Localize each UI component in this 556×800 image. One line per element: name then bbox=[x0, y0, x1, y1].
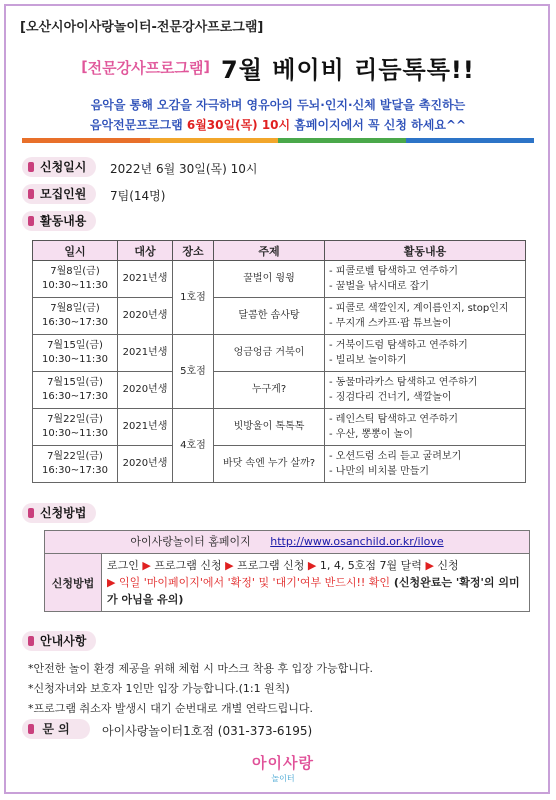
color-bar-orange bbox=[22, 138, 150, 143]
cell-date: 7월8일(금) bbox=[50, 266, 100, 277]
color-bar-green bbox=[278, 138, 406, 143]
headline bbox=[0, 50, 556, 85]
table-header-row bbox=[33, 241, 526, 261]
apply-confirm-black: (신청완료는 '확정'의 의미가 아님을 유의) bbox=[107, 576, 520, 606]
cell-time: 10:30~11:30 bbox=[41, 280, 108, 291]
activity-line: - 동물마라카스 탐색하고 연주하기 bbox=[329, 377, 478, 388]
th-topic: 주제 bbox=[214, 241, 325, 261]
cell-target: 2021년생 bbox=[118, 409, 173, 446]
apply-method-label: 신청방법 bbox=[45, 554, 102, 611]
table-row bbox=[33, 372, 526, 409]
cell-datetime bbox=[33, 409, 118, 446]
cell-activity bbox=[325, 298, 526, 335]
notice-item: *프로그램 취소자 발생시 대기 순번대로 개별 연락드립니다. bbox=[28, 702, 313, 715]
headline-bracket-close: ] bbox=[203, 59, 210, 76]
intro-line2-date: 6월30일(목) 10시 bbox=[186, 118, 291, 132]
activity-line: - 빌리보 놀이하기 bbox=[329, 355, 407, 366]
activity-line: - 무지개 스카프·팝 튜브놀이 bbox=[329, 318, 452, 329]
schedule-table bbox=[32, 240, 526, 483]
step-submit: 신청 bbox=[437, 559, 459, 572]
table-row bbox=[33, 298, 526, 335]
apply-site-row bbox=[45, 531, 529, 554]
cell-date: 7월15일(금) bbox=[47, 340, 103, 351]
activity-line: - 우산, 뽕뽕이 놀이 bbox=[329, 429, 413, 440]
cell-target: 2020년생 bbox=[118, 298, 173, 335]
apply-steps bbox=[107, 557, 524, 574]
cell-target: 2021년생 bbox=[118, 261, 173, 298]
cell-time: 10:30~11:30 bbox=[41, 428, 108, 439]
logo-sub: 놀이터 bbox=[271, 774, 295, 783]
logo bbox=[228, 752, 338, 786]
apply-box bbox=[44, 530, 530, 612]
cell-time: 16:30~17:30 bbox=[41, 391, 108, 402]
cell-topic: 누구게? bbox=[214, 372, 325, 409]
activity-line: - 피콜로벨 탐색하고 연주하기 bbox=[329, 266, 459, 277]
cell-target: 2020년생 bbox=[118, 372, 173, 409]
activity-line: - 징검다리 건너기, 색깔놀이 bbox=[329, 392, 452, 403]
notice-label: 안내사항 bbox=[22, 631, 96, 651]
th-date: 일시 bbox=[33, 241, 118, 261]
color-bar bbox=[22, 138, 534, 143]
arrow-right-icon: ▶ bbox=[142, 559, 151, 572]
cell-place: 5호점 bbox=[173, 335, 214, 409]
apply-site-label: 아이사랑놀이터 홈페이지 bbox=[130, 535, 251, 548]
cell-time: 16:30~17:30 bbox=[41, 317, 108, 328]
cell-topic: 엉금엉금 거북이 bbox=[214, 335, 325, 372]
table-row bbox=[33, 261, 526, 298]
step-login: 로그인 bbox=[107, 559, 139, 572]
activity-line: - 꿀벌을 낚시대로 잡기 bbox=[329, 281, 430, 292]
cell-topic: 빗방울이 톡톡톡 bbox=[214, 409, 325, 446]
intro-line1: 음악을 통해 오감을 자극하며 영유아의 두뇌·인지·신체 발달을 촉진하는 bbox=[90, 98, 466, 112]
cell-datetime bbox=[33, 261, 118, 298]
intro-line2 bbox=[0, 116, 556, 133]
activity-line: - 나만의 비치볼 만들기 bbox=[329, 466, 430, 477]
apply-confirm-red: 익일 '마이페이지'에서 '확정' 및 '대기'여부 반드시!! 확인 bbox=[118, 576, 391, 589]
cell-activity bbox=[325, 409, 526, 446]
cell-time: 10:30~11:30 bbox=[41, 354, 108, 365]
color-bar-blue bbox=[406, 138, 534, 143]
cell-datetime bbox=[33, 298, 118, 335]
th-place: 장소 bbox=[173, 241, 214, 261]
activity-line: - 레인스틱 탐색하고 연주하기 bbox=[329, 414, 459, 425]
cell-datetime bbox=[33, 372, 118, 409]
table-row bbox=[33, 409, 526, 446]
headline-tag: 전문강사프로그램 bbox=[87, 59, 204, 77]
cell-activity bbox=[325, 335, 526, 372]
cell-date: 7월8일(금) bbox=[50, 303, 100, 314]
method-label: 신청방법 bbox=[22, 503, 96, 523]
step-program-apply-2: 프로그램 신청 bbox=[237, 559, 305, 572]
cell-date: 7월22일(금) bbox=[47, 414, 103, 425]
apply-date-value: 2022년 6월 30일(목) 10시 bbox=[110, 162, 258, 176]
table-row bbox=[33, 446, 526, 483]
intro-line2-b: 홈페이지에서 꼭 신청 하세요^^ bbox=[290, 118, 467, 132]
arrow-right-icon: ▶ bbox=[107, 576, 116, 589]
notice-item: *안전한 놀이 환경 제공을 위해 체험 시 마스크 착용 후 입장 가능합니다. bbox=[28, 662, 373, 675]
cell-topic: 꿀벌이 윙윙 bbox=[214, 261, 325, 298]
top-title: [오산시아이사랑놀이터-전문강사프로그램] bbox=[20, 20, 264, 35]
logo-text: 아이사랑 bbox=[252, 754, 314, 772]
cell-activity bbox=[325, 372, 526, 409]
headline-main: 7월 베이비 리듬톡톡!! bbox=[221, 56, 475, 84]
arrow-right-icon: ▶ bbox=[425, 559, 434, 572]
cell-place: 4호점 bbox=[173, 409, 214, 483]
cell-activity bbox=[325, 261, 526, 298]
activity-label: 활동내용 bbox=[22, 211, 96, 231]
notice-item: *신청자녀와 보호자 1인만 입장 가능합니다.(1:1 원칙) bbox=[28, 682, 290, 695]
cell-place: 1호점 bbox=[173, 261, 214, 335]
cell-topic: 바닷 속엔 누가 살까? bbox=[214, 446, 325, 483]
cell-datetime bbox=[33, 335, 118, 372]
apply-method-row bbox=[45, 554, 529, 611]
apply-confirm-note bbox=[107, 574, 524, 608]
recruit-label: 모집인원 bbox=[22, 184, 96, 204]
apply-method-body bbox=[102, 554, 529, 611]
cell-time: 16:30~17:30 bbox=[41, 465, 108, 476]
arrow-right-icon: ▶ bbox=[307, 559, 317, 572]
activity-line: - 오션드럼 소리 듣고 굴려보기 bbox=[329, 451, 462, 462]
activity-line: - 피콜로 색깔인지, 계이름인지, stop인지 bbox=[329, 303, 509, 314]
apply-date-label: 신청일시 bbox=[22, 157, 96, 177]
recruit-value: 7팀(14명) bbox=[110, 189, 166, 203]
cell-date: 7월15일(금) bbox=[47, 377, 103, 388]
cell-activity bbox=[325, 446, 526, 483]
cell-datetime bbox=[33, 446, 118, 483]
cell-date: 7월22일(금) bbox=[47, 451, 103, 462]
step-program-apply: 프로그램 신청 bbox=[154, 559, 222, 572]
headline-bracket-open: [ bbox=[81, 59, 88, 76]
color-bar-yellow bbox=[150, 138, 278, 143]
intro-line2-a: 음악전문프로그램 bbox=[89, 118, 187, 132]
contact-value: 아이사랑놀이터1호점 (031-373-6195) bbox=[102, 724, 313, 738]
th-target: 대상 bbox=[118, 241, 173, 261]
table-row bbox=[33, 335, 526, 372]
cell-target: 2021년생 bbox=[118, 335, 173, 372]
cell-target: 2020년생 bbox=[118, 446, 173, 483]
arrow-right-icon: ▶ bbox=[225, 559, 234, 572]
step-calendar: 1, 4, 5호점 7월 달력 bbox=[319, 559, 422, 572]
th-activity: 활동내용 bbox=[325, 241, 526, 261]
activity-line: - 거북이드럼 탐색하고 연주하기 bbox=[329, 340, 468, 351]
cell-topic: 달콤한 솜사탕 bbox=[214, 298, 325, 335]
apply-site-link[interactable]: http://www.osanchild.or.kr/ilove bbox=[270, 535, 444, 548]
contact-label: 문 의 bbox=[22, 719, 90, 739]
